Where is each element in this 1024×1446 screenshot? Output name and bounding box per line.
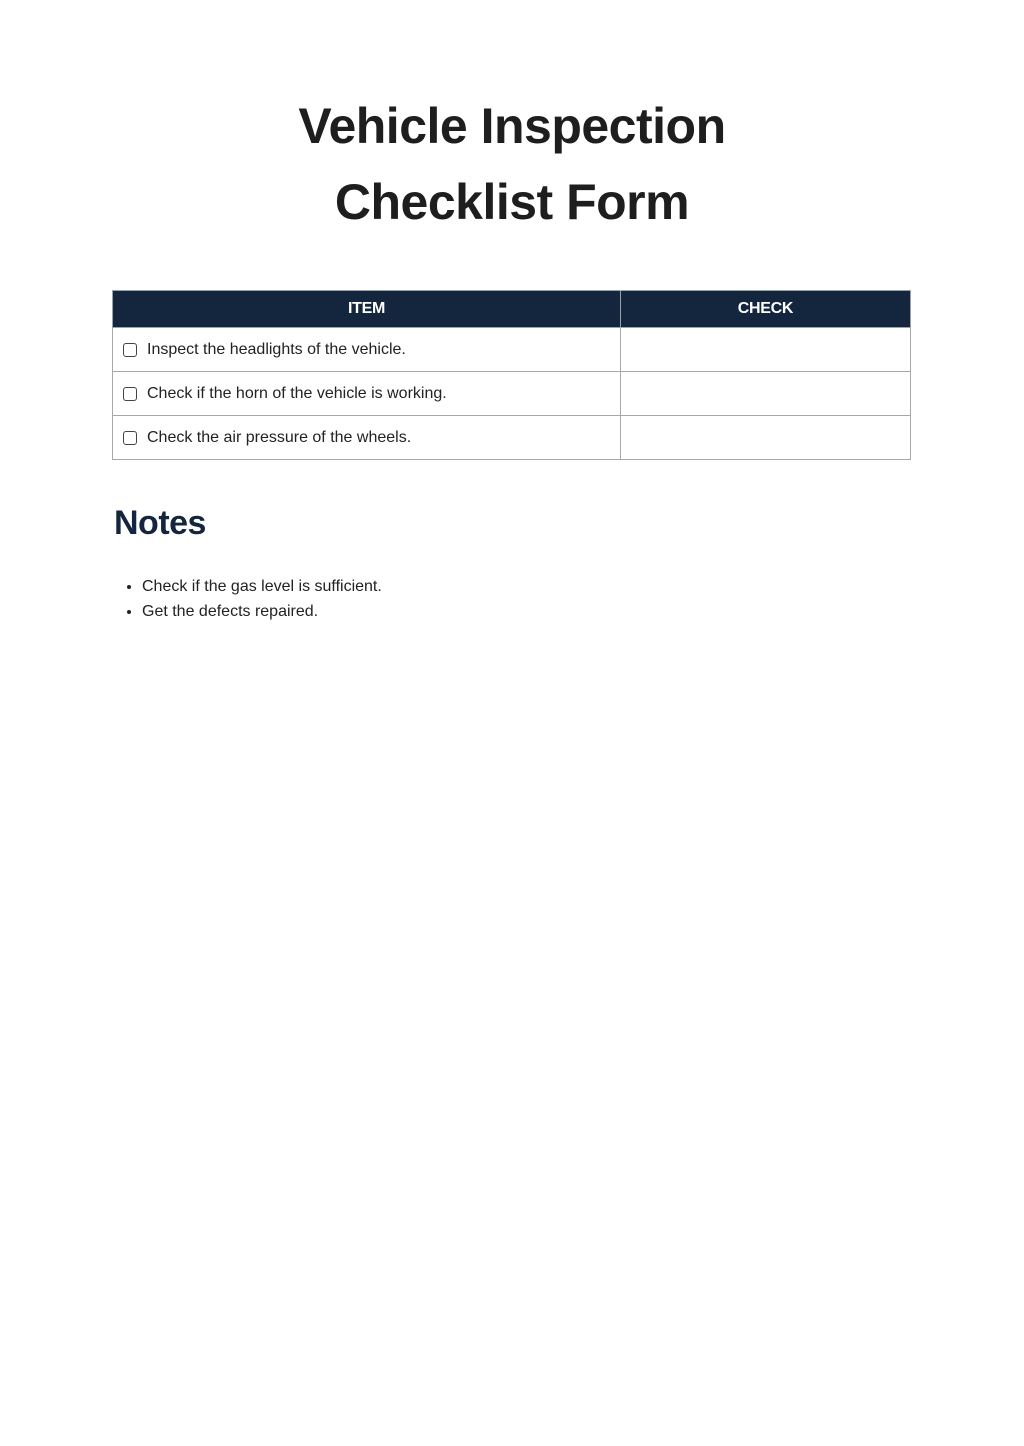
header-item: ITEM (113, 291, 621, 328)
header-check: CHECK (621, 291, 911, 328)
notes-list (114, 574, 382, 624)
item-label: Check if the horn of the vehicle is working. (147, 384, 447, 402)
item-cell (113, 416, 621, 460)
item-label: Inspect the headlights of the vehicle. (147, 340, 406, 358)
item-checkbox[interactable] (123, 387, 137, 401)
table-row (113, 416, 911, 460)
item-checkbox[interactable] (123, 343, 137, 357)
list-item: • Get the defects repaired. (142, 599, 382, 624)
check-cell[interactable] (621, 372, 911, 416)
item-cell (113, 328, 621, 372)
table-row (113, 372, 911, 416)
check-cell[interactable] (621, 416, 911, 460)
table-row (113, 328, 911, 372)
item-checkbox[interactable] (123, 431, 137, 445)
page-title-line-1: Vehicle Inspection (298, 98, 726, 154)
list-item: • Check if the gas level is sufficient. (142, 574, 382, 599)
item-cell (113, 372, 621, 416)
checklist-table (112, 290, 911, 460)
item-label: Check the air pressure of the wheels. (147, 428, 412, 446)
table-header-row (113, 291, 911, 328)
page-title-line-2: Checklist Form (334, 174, 690, 230)
check-cell[interactable] (621, 328, 911, 372)
page-title (0, 88, 1024, 240)
notes-heading: Notes (114, 504, 206, 542)
